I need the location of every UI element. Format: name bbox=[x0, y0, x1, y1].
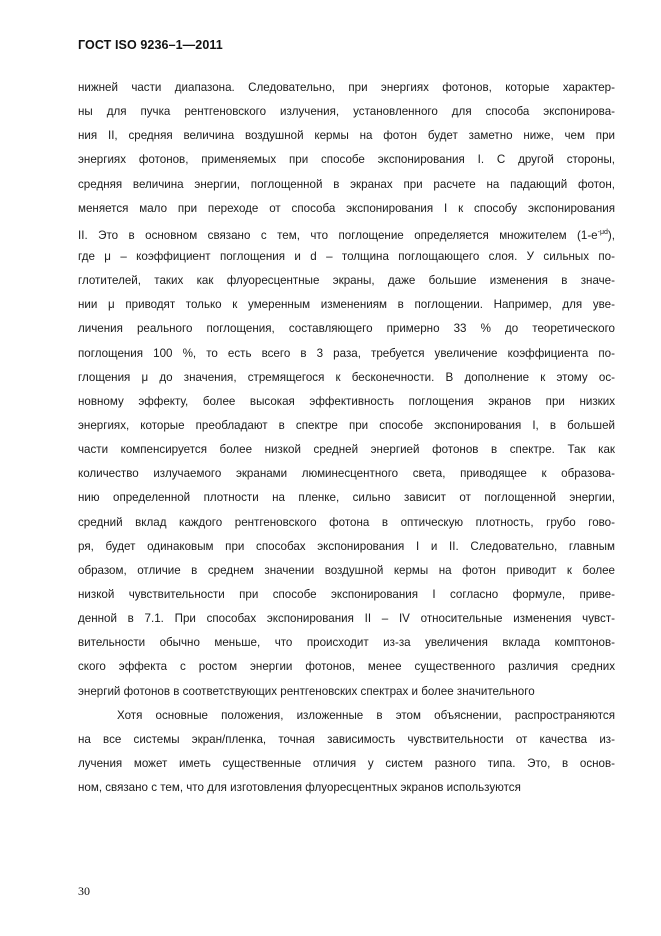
text-line: Хотя основные положения, изложенные в этом объяснении, распространяются bbox=[117, 708, 615, 722]
document-header: ГОСТ ISO 9236–1—2011 bbox=[78, 38, 223, 52]
text-line: энергиях, которые преобладают в спектре при способе экспонирования I, в большей bbox=[78, 418, 615, 432]
text-line: глотителей, таких как флуоресцентные экраны, даже большие изменения в значе- bbox=[78, 274, 615, 288]
text-line: энергиях фотонов, применяемых при способе экспонирования I. С другой стороны, bbox=[78, 153, 615, 167]
text-line: образом, отличие в среднем значении воздушной кермы на фотон приводит к более bbox=[78, 563, 615, 577]
text-segment: II. Это в основном связано с тем, что поглощение определяется множителем (1-e bbox=[78, 228, 598, 242]
text-line: средняя величина энергии, поглощенной в экранах при расчете на падающий фотон, bbox=[78, 177, 615, 191]
text-line: ского эффекта с ростом энергии фотонов, менее существенного различия средних bbox=[78, 660, 615, 674]
text-line: поглощения 100 %, то есть всего в 3 раза, требуется увеличение коэффициента по- bbox=[78, 346, 615, 360]
text-line: низкой чувствительности при способе экспонирования I согласно формуле, приве- bbox=[78, 587, 615, 601]
text-line: ния II, средняя величина воздушной кермы на фотон будет заметно ниже, чем при bbox=[78, 129, 615, 143]
text-line: ном, связано с тем, что для изготовления флуоресцентных экранов используются bbox=[78, 781, 521, 795]
text-line: нии μ приводят только к умеренным изменениям в поглощении. Например, для уве- bbox=[78, 298, 615, 312]
document-body bbox=[78, 76, 615, 800]
paragraph bbox=[78, 704, 615, 801]
text-line: глощения μ до значения, стремящегося к бесконечности. В дополнение к этому ос- bbox=[78, 370, 615, 384]
text-line: энергий фотонов в соответствующих рентгеновских спектрах и более значительного bbox=[78, 684, 535, 698]
text-line: где μ – коэффициент поглощения и d – толщина поглощающего слоя. У сильных по- bbox=[78, 249, 615, 263]
page-number: 30 bbox=[78, 884, 90, 898]
text-segment: ), bbox=[607, 228, 615, 242]
text-line: средний вклад каждого рентгеновского фотона в оптическую плотность, грубо гово- bbox=[78, 515, 615, 529]
text-line: части компенсируется более низкой средней энергией фотонов в спектре. Так как bbox=[78, 443, 615, 457]
text-line: нижней части диапазона. Следовательно, при энергиях фотонов, которые характер- bbox=[78, 81, 615, 94]
text-line-with-formula bbox=[78, 221, 615, 245]
text-line: количество излучаемого экранами люминесцентного света, приводящее к образова- bbox=[78, 467, 615, 481]
text-line: лучения может иметь существенные отличия у систем разного типа. Это, в основ- bbox=[78, 756, 615, 770]
text-line: ны для пучка рентгеновского излучения, установленного для способа экспонирова- bbox=[78, 105, 615, 119]
paragraph bbox=[78, 76, 615, 704]
text-line: вительности обычно меньше, что происходит из-за увеличения вклада комптонов- bbox=[78, 636, 615, 650]
text-line: меняется мало при переходе от способа экспонирования I к способу экспонирования bbox=[78, 201, 615, 215]
text-line: новному эффекту, более высокая эффективность поглощения экранов при низких bbox=[78, 394, 615, 408]
text-line: денной в 7.1. При способах экспонирования II – IV относительные изменения чувст- bbox=[78, 612, 615, 626]
superscript-exponent: -μd bbox=[597, 228, 608, 236]
text-line: на все системы экран/пленка, точная зависимость чувствительности от качества из- bbox=[78, 732, 615, 746]
text-line: ря, будет одинаковым при способах экспонирования I и II. Следовательно, главным bbox=[78, 539, 615, 553]
text-line: личения реального поглощения, составляющего примерно 33 % до теоретического bbox=[78, 322, 615, 336]
text-line: нию определенной плотности на пленке, сильно зависит от поглощенной энергии, bbox=[78, 491, 615, 505]
